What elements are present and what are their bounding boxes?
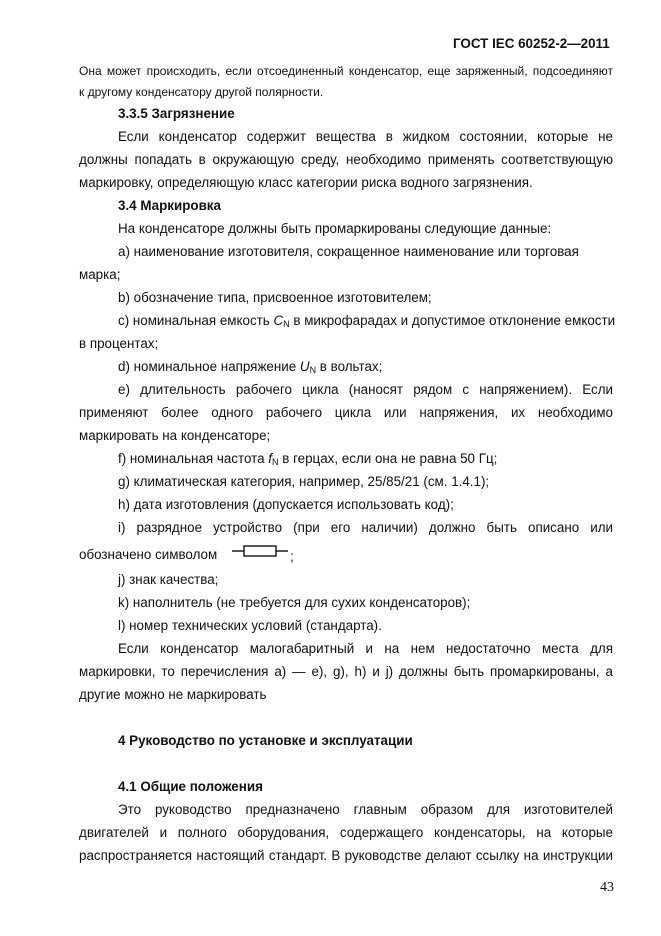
list-text: в герцах, если она не равна 50 Гц;	[278, 451, 498, 466]
list-text: c) номинальная емкость	[118, 313, 274, 328]
list-item-g: g) климатическая категория, например, 25/85/21 (см. 1.4.1);	[118, 474, 490, 489]
section-heading-4: 4 Руководство по установке и эксплуатации	[118, 733, 413, 748]
symbol-u: U	[299, 359, 310, 374]
list-item-c	[118, 313, 615, 330]
symbol-f: f	[268, 451, 273, 466]
paragraph-line: двигателей и полного оборудования, содержащего конденсаторы, на которые	[79, 825, 613, 840]
section-heading-4-1: 4.1 Общие положения	[118, 779, 263, 794]
list-item-e: e) длительность рабочего цикла (наносят рядом с напряжением). Если	[118, 382, 613, 397]
list-item-a-cont: марка;	[79, 267, 121, 282]
paragraph-line: другие можно не маркировать	[79, 687, 267, 702]
paragraph-line: Если конденсатор содержит вещества в жидком состоянии, которые не	[118, 129, 613, 144]
paragraph-line: На конденсаторе должны быть промаркированы следующие данные:	[118, 221, 552, 236]
subscript: N	[272, 457, 279, 467]
list-item-a: a) наименование изготовителя, сокращенное наименование или торговая	[118, 244, 579, 259]
list-text: в вольтах;	[316, 359, 383, 374]
list-item-l: l) номер технических условий (стандарта).	[118, 618, 382, 633]
paragraph-line: должны попадать в окружающую среду, необходимо применять соответствующую	[79, 152, 613, 167]
intro-line: к другому конденсатору другой полярности.	[79, 85, 324, 99]
paragraph-line: Это руководство предназначено главным образом для изготовителей	[118, 802, 613, 817]
list-text: d) номинальное напряжение	[118, 359, 300, 374]
section-heading-3-3-5: 3.3.5 Загрязнение	[118, 106, 235, 121]
paragraph-line: маркировку, определяющую класс категории риска водного загрязнения.	[79, 175, 533, 190]
list-item-i: i) разрядное устройство (при его наличии) должно быть описано или	[118, 520, 613, 535]
paragraph-line: распространяется настоящий стандарт. В руководстве делают ссылку на инструкции	[79, 848, 613, 863]
list-item-i-end: ;	[290, 549, 294, 564]
list-text: в микрофарадах и допустимое отклонение емкости	[289, 313, 616, 328]
list-item-h: h) дата изготовления (допускается использовать код);	[118, 497, 454, 512]
paragraph-line: Если конденсатор малогабаритный и на нем недостаточно места для	[118, 641, 613, 656]
section-heading-3-4: 3.4 Маркировка	[118, 198, 221, 213]
page-number: 43	[600, 880, 614, 895]
list-item-c-cont: в процентах;	[79, 336, 159, 351]
list-item-j: j) знак качества;	[118, 572, 219, 587]
subscript: N	[309, 365, 317, 375]
list-item-k: k) наполнитель (не требуется для сухих конденсаторов);	[118, 595, 471, 610]
document-header: ГОСТ IEC 60252-2—2011	[453, 36, 610, 51]
list-item-e-cont: маркировать на конденсаторе;	[79, 428, 271, 443]
list-item-e-cont: применяют более одного рабочего цикла или напряжения, их необходимо	[79, 405, 613, 420]
intro-line: Она может происходить, если отсоединенный конденсатор, еще заряженный, подсоединяют	[79, 64, 613, 78]
list-text: f) номинальная частота	[118, 451, 269, 466]
list-item-d	[118, 359, 382, 376]
resistor-symbol-icon	[230, 540, 290, 562]
list-item-b: b) обозначение типа, присвоенное изготовителем;	[118, 290, 432, 305]
list-item-i-cont: обозначено символом	[79, 547, 218, 562]
list-item-f	[118, 451, 497, 468]
paragraph-line: маркировки, то перечисления а) — е), g), h) и j) должны быть промаркированы, а	[79, 664, 613, 679]
symbol-c: C	[273, 313, 284, 328]
subscript: N	[283, 319, 290, 329]
